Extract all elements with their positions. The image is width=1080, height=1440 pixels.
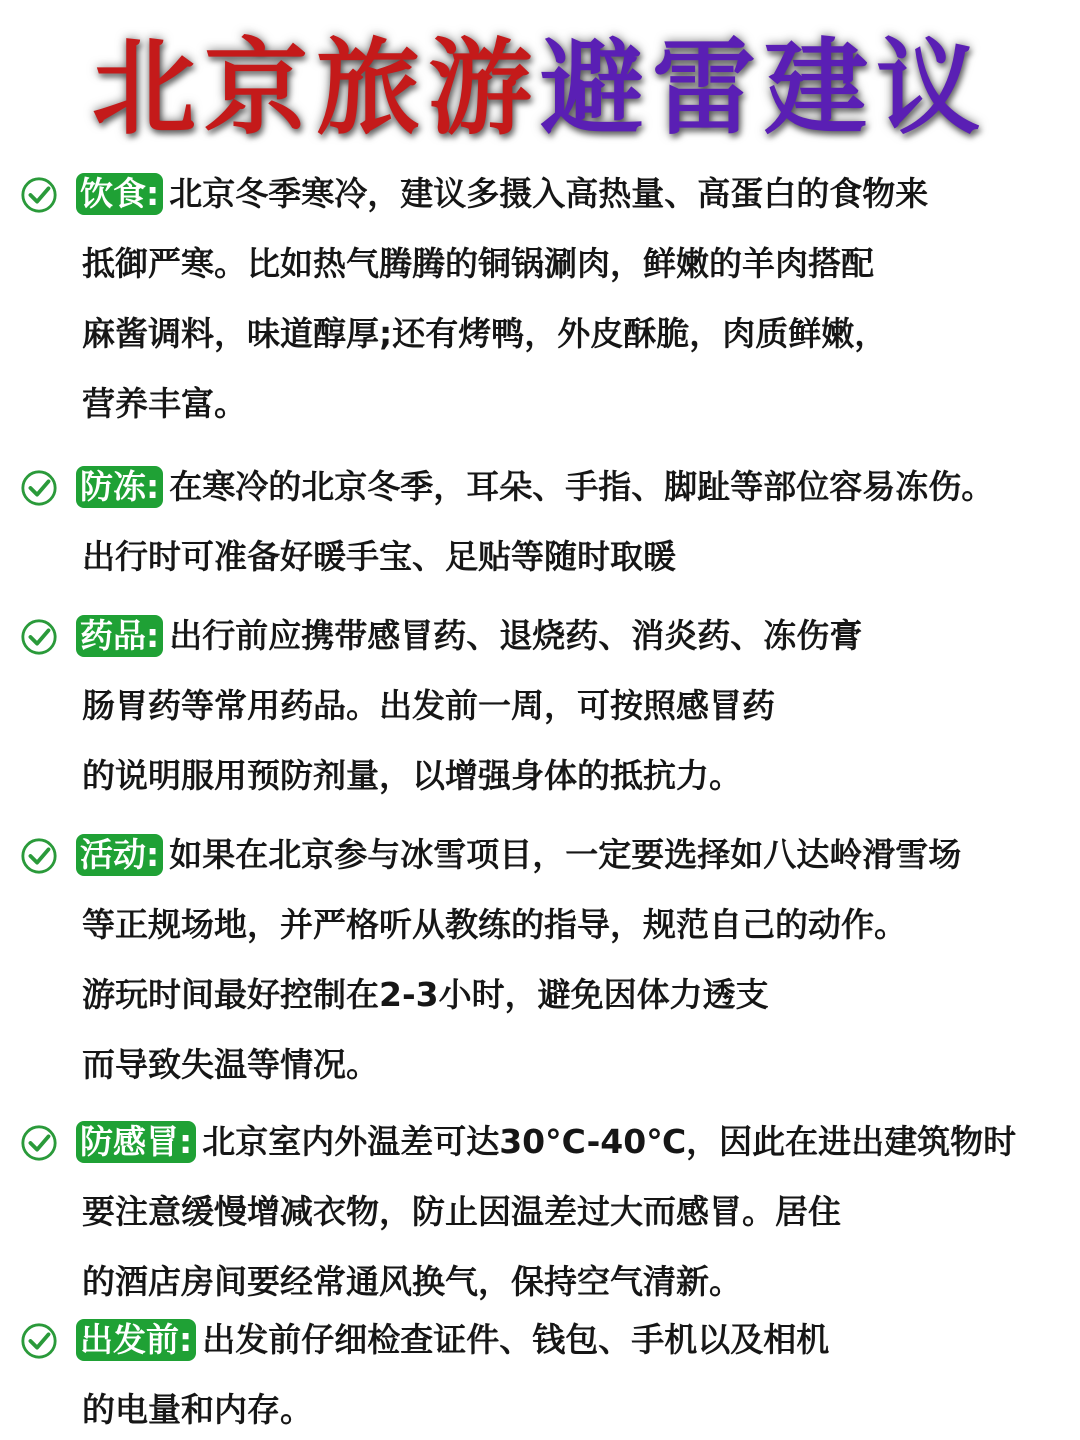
section-text-line: 北京室内外温差可达30°C-40℃，因此在进出建筑物时 xyxy=(202,1122,1017,1161)
section-text-line: 北京冬季寒冷，建议多摄入高热量、高蛋白的食物来 xyxy=(169,174,929,213)
section-text-line: 出行前应携带感冒药、退烧药、消炎药、冻伤膏 xyxy=(169,616,863,655)
section-text-line: 的说明服用预防剂量，以增强身体的抵抗力。 xyxy=(82,756,742,795)
section-tag: 防感冒: xyxy=(76,1121,196,1163)
section-text-line: 如果在北京参与冰雪项目，一定要选择如八达岭滑雪场 xyxy=(169,835,962,874)
check-circle-icon xyxy=(20,1124,58,1162)
section-first-line xyxy=(76,833,961,877)
check-circle-icon xyxy=(20,618,58,656)
section-text-line: 肠胃药等常用药品。出发前一周，可按照感冒药 xyxy=(82,686,775,725)
section-tag: 防冻: xyxy=(76,466,163,508)
check-circle-icon xyxy=(20,469,58,507)
section-text-line: 的酒店房间要经常通风换气，保持空气清新。 xyxy=(82,1262,742,1301)
section-tag: 饮食: xyxy=(76,173,163,215)
title-part-purple: 避雷建议 xyxy=(540,26,989,149)
check-circle-icon xyxy=(20,176,58,214)
section-text-line: 营养丰富。 xyxy=(82,384,247,423)
section-first-line xyxy=(76,1120,1016,1164)
check-circle-icon xyxy=(20,1322,58,1360)
section-first-line xyxy=(76,172,928,216)
page-title xyxy=(0,28,1080,148)
section-text-line: 出行时可准备好暖手宝、足贴等随时取暖 xyxy=(82,537,676,576)
check-circle-icon xyxy=(20,837,58,875)
section-text-line: 抵御严寒。比如热气腾腾的铜锅涮肉，鲜嫩的羊肉搭配 xyxy=(82,244,874,283)
section-tag: 活动: xyxy=(76,834,163,876)
section-text-line: 游玩时间最好控制在2-3小时，避免因体力透支 xyxy=(82,975,769,1014)
section-first-line xyxy=(76,1318,829,1362)
section-text-line: 等正规场地，并严格听从教练的指导，规范自己的动作。 xyxy=(82,905,907,944)
section-text-line: 在寒冷的北京冬季，耳朵、手指、脚趾等部位容易冻伤。 xyxy=(169,467,995,506)
section-tag: 出发前: xyxy=(76,1319,196,1361)
section-text-line: 要注意缓慢增减衣物，防止因温差过大而感冒。居住 xyxy=(82,1192,841,1231)
section-tag: 药品: xyxy=(76,615,163,657)
section-text-line: 麻酱调料，味道醇厚;还有烤鸭，外皮酥脆，肉质鲜嫩， xyxy=(82,314,888,353)
section-first-line xyxy=(76,465,994,509)
section-text-line: 出发前仔细检查证件、钱包、手机以及相机 xyxy=(202,1320,830,1359)
section-text-line: 而导致失温等情况。 xyxy=(82,1045,379,1084)
section-first-line xyxy=(76,614,862,658)
section-text-line: 的电量和内存。 xyxy=(82,1390,313,1429)
title-part-red: 北京旅游 xyxy=(91,26,540,149)
